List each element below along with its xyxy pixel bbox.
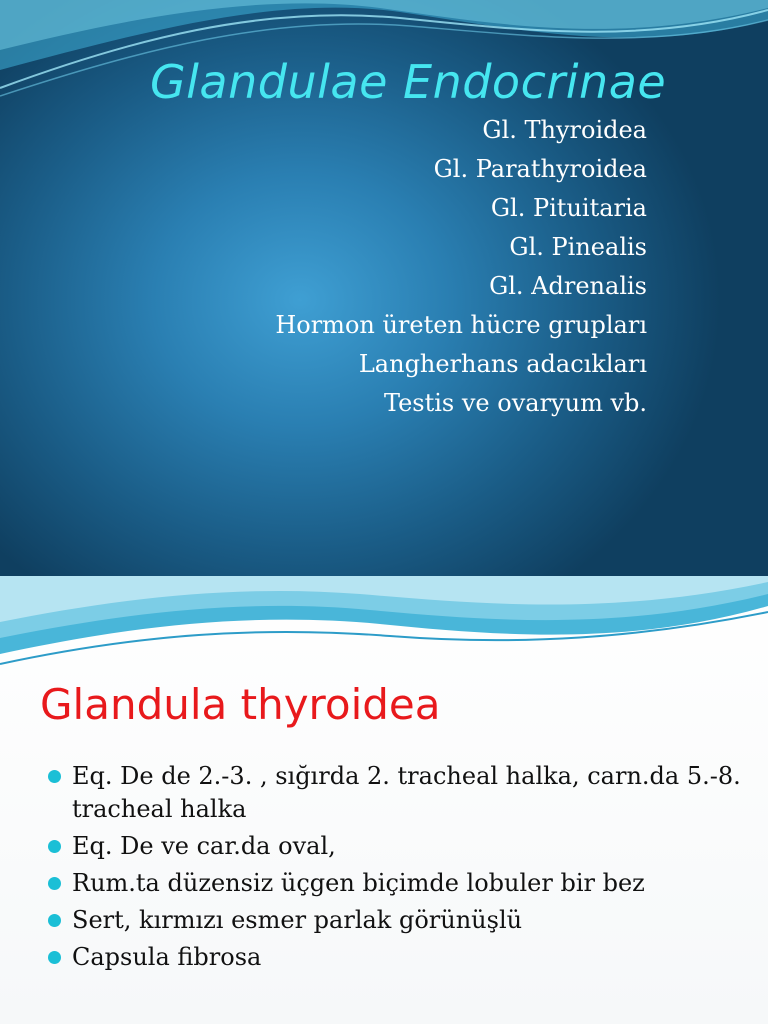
list-item: [48, 904, 748, 937]
bullet-dot-icon: [48, 840, 61, 853]
bullet-text: Eq. De de 2.-3. , sığırda 2. tracheal halka, carn.da 5.-8. tracheal halka: [72, 762, 741, 823]
slide-1-title: Glandulae Endocrinae: [150, 55, 667, 109]
bullet-dot-icon: [48, 914, 61, 927]
bullet-list: [48, 760, 748, 978]
bullet-dot-icon: [48, 951, 61, 964]
slide-2-title: Glandula thyroidea: [40, 680, 441, 729]
bullet-dot-icon: [48, 770, 61, 783]
list-item: [48, 760, 748, 826]
slide-2: [0, 576, 768, 1024]
list-item: Gl. Parathyroidea: [433, 155, 647, 183]
list-item: Gl. Pinealis: [509, 233, 647, 261]
list-item: [48, 867, 748, 900]
list-item: Gl. Thyroidea: [482, 116, 647, 144]
bullet-text: Rum.ta düzensiz üçgen biçimde lobuler bir bez: [72, 869, 645, 897]
bullet-text: Capsula fibrosa: [72, 943, 262, 971]
list-item: Testis ve ovaryum vb.: [383, 389, 647, 417]
list-item: [48, 830, 748, 863]
list-item: Hormon üreten hücre grupları: [275, 311, 647, 339]
wave-decoration: [0, 576, 768, 671]
list-item: Gl. Adrenalis: [489, 272, 647, 300]
list-item: [48, 941, 748, 974]
list-item: Langherhans adacıkları: [358, 350, 647, 378]
gland-list: [275, 111, 647, 423]
list-item: Gl. Pituitaria: [490, 194, 647, 222]
bullet-dot-icon: [48, 877, 61, 890]
bullet-text: Eq. De ve car.da oval,: [72, 832, 336, 860]
bullet-text: Sert, kırmızı esmer parlak görünüşlü: [72, 906, 523, 934]
